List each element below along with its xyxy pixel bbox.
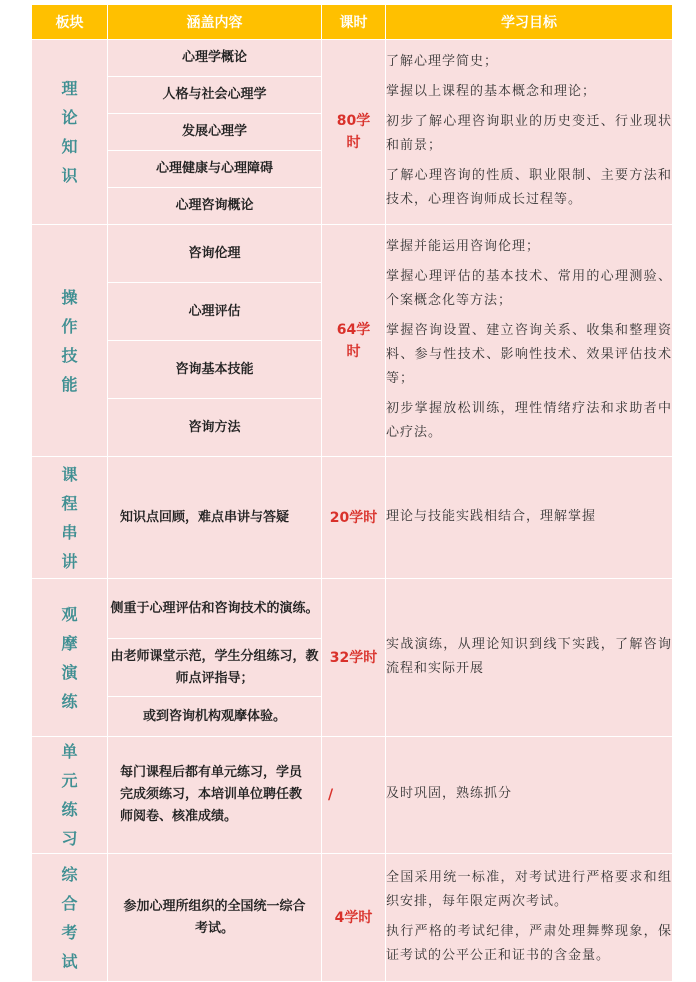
module-label: 单元练习 bbox=[61, 742, 78, 848]
content-item: 咨询基本技能 bbox=[108, 341, 322, 399]
goal-text: 了解心理咨询的性质、职业限制、主要方法和技术，心理咨询师成长过程等。 bbox=[386, 168, 672, 207]
header-row bbox=[32, 5, 673, 40]
content-item: 人格与社会心理学 bbox=[108, 77, 322, 114]
module-label: 观摩演练 bbox=[61, 604, 78, 711]
goal-text: 执行严格的考试纪律，严肃处理舞弊现象，保证考试的公平公正和证书的含金量。 bbox=[386, 923, 672, 963]
hours-cell bbox=[322, 457, 386, 579]
module-cell bbox=[32, 579, 108, 737]
header-module: 板块 bbox=[32, 5, 108, 40]
content-item: 心理学概论 bbox=[108, 40, 322, 77]
goal-text: 理论与技能实践相结合，理解掌握 bbox=[386, 508, 597, 524]
goal-text: 掌握以上课程的基本概念和理论； bbox=[386, 84, 597, 99]
header-hours: 课时 bbox=[322, 5, 386, 40]
goal-text: 实战演练，从理论知识到线下实践，了解咨询流程和实际开展 bbox=[386, 636, 672, 676]
content-item: 由老师课堂示范，学生分组练习，教师点评指导； bbox=[108, 639, 322, 697]
goals-cell bbox=[386, 854, 673, 982]
content-item: 发展心理学 bbox=[108, 114, 322, 151]
hours-value: 20学时 bbox=[329, 509, 378, 526]
content-item: 心理咨询概论 bbox=[108, 188, 322, 225]
content-item: 咨询方法 bbox=[108, 399, 322, 457]
module-cell bbox=[32, 737, 108, 854]
goals-cell bbox=[386, 579, 673, 737]
table-row bbox=[32, 225, 673, 283]
header-goals: 学习目标 bbox=[386, 5, 673, 40]
module-cell bbox=[32, 40, 108, 225]
goals-cell bbox=[386, 225, 673, 457]
module-label: 理论知识 bbox=[61, 79, 78, 185]
table-row bbox=[32, 854, 673, 982]
hours-value: 32学时 bbox=[329, 649, 378, 666]
goal-text: 掌握心理评估的基本技术、常用的心理测验、个案概念化等方法； bbox=[386, 268, 672, 308]
content-item: 心理评估 bbox=[108, 283, 322, 341]
goals-cell bbox=[386, 457, 673, 579]
content-item: 知识点回顾，难点串讲与答疑 bbox=[108, 457, 322, 579]
hours-cell bbox=[322, 225, 386, 457]
content-item: 或到咨询机构观摩体验。 bbox=[108, 697, 322, 737]
hours-value: / bbox=[328, 787, 334, 803]
goal-text: 掌握并能运用咨询伦理； bbox=[386, 238, 541, 254]
content-item: 参加心理所组织的全国统一综合考试。 bbox=[108, 854, 322, 982]
hours-cell bbox=[322, 579, 386, 737]
table-row bbox=[32, 737, 673, 854]
module-label: 操作技能 bbox=[61, 287, 78, 394]
hours-cell bbox=[322, 854, 386, 982]
goals-cell bbox=[386, 737, 673, 854]
module-label: 课程串讲 bbox=[61, 464, 78, 571]
module-label: 综合考试 bbox=[61, 864, 78, 971]
goal-text: 初步掌握放松训练，理性情绪疗法和求助者中心疗法。 bbox=[386, 400, 672, 440]
hours-value: 80学时 bbox=[336, 113, 371, 151]
table-row bbox=[32, 40, 673, 77]
header-content: 涵盖内容 bbox=[108, 5, 322, 40]
module-cell bbox=[32, 854, 108, 982]
hours-cell bbox=[322, 737, 386, 854]
hours-value: 4学时 bbox=[334, 909, 373, 926]
table-row bbox=[32, 457, 673, 579]
hours-cell bbox=[322, 40, 386, 225]
goal-text: 初步了解心理咨询职业的历史变迁、行业现状和前景； bbox=[386, 114, 672, 153]
course-table bbox=[31, 4, 673, 982]
content-item: 心理健康与心理障碍 bbox=[108, 151, 322, 188]
content-item: 侧重于心理评估和咨询技术的演练。 bbox=[108, 579, 322, 639]
table-row bbox=[32, 579, 673, 639]
module-cell bbox=[32, 457, 108, 579]
goal-text: 了解心理学简史； bbox=[386, 54, 499, 69]
goals-cell bbox=[386, 40, 673, 225]
goal-text: 及时巩固，熟练抓分 bbox=[386, 786, 513, 801]
goal-text: 全国采用统一标准，对考试进行严格要求和组织安排，每年限定两次考试。 bbox=[386, 869, 672, 909]
content-item: 咨询伦理 bbox=[108, 225, 322, 283]
module-cell bbox=[32, 225, 108, 457]
hours-value: 64学时 bbox=[336, 321, 371, 360]
content-item: 每门课程后都有单元练习，学员完成须练习，本培训单位聘任教师阅卷、核准成绩。 bbox=[108, 737, 322, 854]
goal-text: 掌握咨询设置、建立咨询关系、收集和整理资料、参与性技术、影响性技术、效果评估技术等； bbox=[386, 322, 672, 386]
